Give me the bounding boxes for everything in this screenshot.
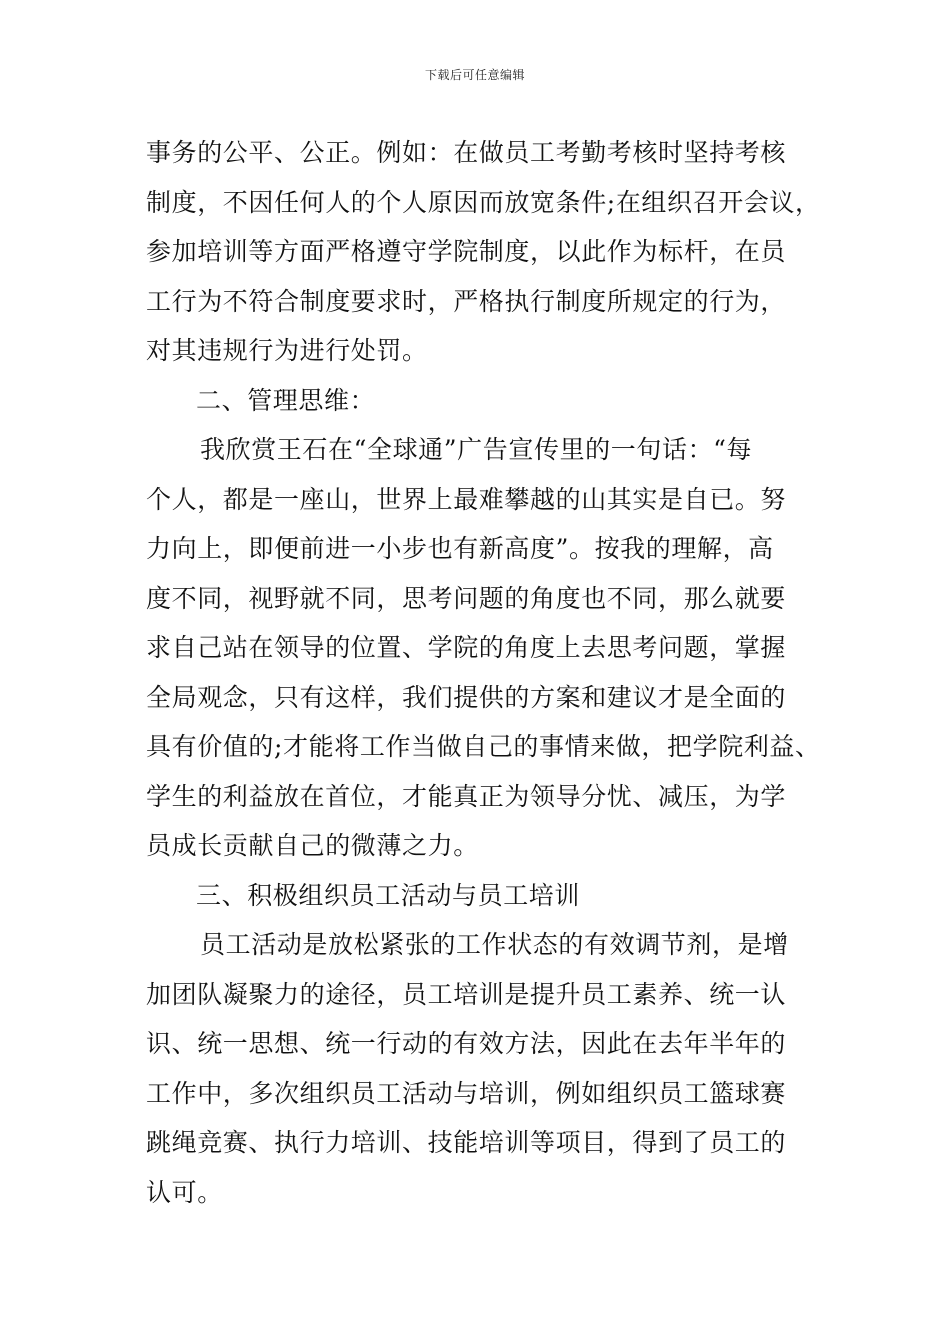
paragraph-line: 学生的利益放在首位，才能真正为领导分忧、减压，为学 (146, 781, 787, 811)
paragraph-line: 力向上，即便前进一小步也有新高度”。按我的理解，高 (146, 534, 774, 563)
paragraph-line: 对其违规行为进行处罚。 (146, 336, 428, 365)
paragraph-line: 识、统一思想、统一行动的有效方法，因此在去年半年的 (146, 1029, 787, 1058)
paragraph-line: 工作中，多次组织员工活动与培训，例如组织员工篮球赛 (146, 1078, 787, 1108)
page-header-note: 下载后可任意编辑 (424, 68, 525, 82)
section-heading: 三、积极组织员工活动与员工培训 (196, 880, 581, 910)
paragraph-line: 求自己站在领导的位置、学院的角度上去思考问题，掌握 (146, 633, 787, 662)
paragraph-line: 员成长贡献自己的微薄之力。 (146, 831, 479, 860)
paragraph-line: 加团队凝聚力的途径，员工培训是提升员工素养、统一认 (146, 979, 787, 1009)
document-body (146, 128, 846, 1217)
paragraph-line: 事务的公平、公正。例如：在做员工考勤考核时坚持考核 (146, 138, 787, 167)
paragraph-line: 员工活动是放松紧张的工作状态的有效调节剂，是增 (200, 930, 789, 959)
paragraph-line: 跳绳竞赛、执行力培训、技能培训等项目，得到了员工的 (146, 1128, 787, 1157)
paragraph-line: 参加培训等方面严格遵守学院制度，以此作为标杆，在员 (146, 237, 787, 266)
paragraph-line: 我欣赏王石在“全球通”广告宣传里的一句话：“每 (200, 435, 753, 464)
paragraph-line: 全局观念，只有这样，我们提供的方案和建议才是全面的 (146, 682, 787, 712)
paragraph-line: 度不同，视野就不同，思考问题的角度也不同，那么就要 (146, 583, 787, 613)
paragraph-line: 工行为不符合制度要求时，严格执行制度所规定的行为， (146, 286, 787, 316)
paragraph-line: 制度，不因任何人的个人原因而放宽条件;在组织召开会议， (146, 187, 821, 217)
paragraph-line: 个人，都是一座山，世界上最难攀越的山其实是自已。努 (146, 484, 787, 514)
paragraph-line: 具有价值的;才能将工作当做自己的事情来做，把学院利益、 (146, 732, 821, 761)
paragraph-line: 认可。 (146, 1177, 223, 1207)
section-heading: 二、管理思维： (196, 385, 376, 415)
